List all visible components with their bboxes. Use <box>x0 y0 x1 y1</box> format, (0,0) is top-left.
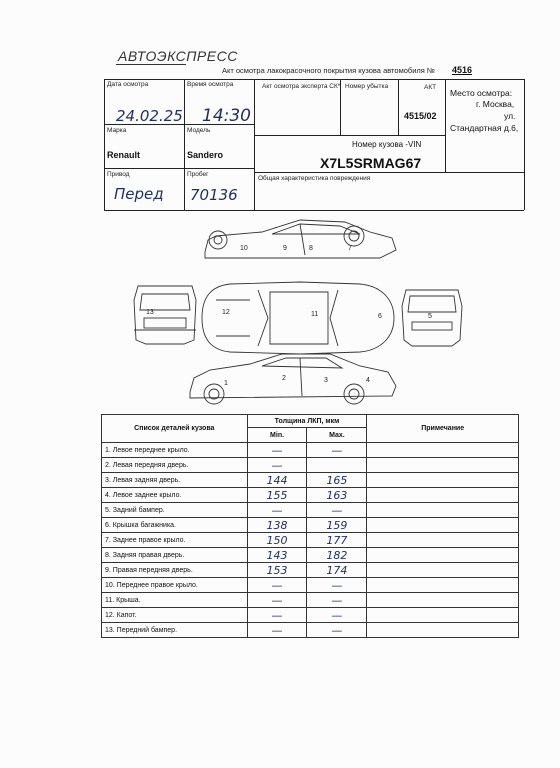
note-cell <box>367 503 519 518</box>
min-thickness-cell: 144 <box>247 473 307 488</box>
min-thickness-cell: — <box>247 443 307 458</box>
min-thickness-cell: — <box>247 578 307 593</box>
part-name-cell: 7. Заднее правое крыло. <box>102 533 248 548</box>
place-line-3: Стандартная д.6, <box>450 123 519 133</box>
grid-line <box>104 210 524 211</box>
note-cell <box>367 473 519 488</box>
table-row <box>102 623 519 638</box>
diagram-number: 7 <box>348 245 352 252</box>
col-min-header: Min. <box>247 428 307 443</box>
brand-label: Марка <box>107 127 127 134</box>
grid-line <box>104 79 524 80</box>
diagram-number: 5 <box>428 313 432 320</box>
part-name-cell: 1. Левое переднее крыло. <box>102 443 248 458</box>
place-label: Место осмотра: <box>450 88 513 98</box>
diagram-number: 10 <box>240 245 248 252</box>
max-thickness-cell: 174 <box>307 563 367 578</box>
col-parts-header: Список деталей кузова <box>102 415 248 443</box>
grid-line <box>104 79 105 210</box>
max-thickness-cell: 177 <box>307 533 367 548</box>
table-row <box>102 563 519 578</box>
diagram-number: 8 <box>309 245 313 252</box>
car-body-diagram <box>128 214 468 410</box>
part-name-cell: 6. Крышка багажника. <box>102 518 248 533</box>
vin-value: X7L5SRMAG67 <box>320 155 422 171</box>
part-name-cell: 4. Левое заднее крыло. <box>102 488 248 503</box>
diagram-number: 6 <box>378 313 382 320</box>
parts-thickness-table <box>101 414 519 638</box>
note-cell <box>367 548 519 563</box>
place-line-2: ул. <box>504 111 516 121</box>
car-rear-view <box>402 290 462 346</box>
grid-line <box>104 168 254 169</box>
min-thickness-cell: — <box>247 503 307 518</box>
max-thickness-cell: 182 <box>307 548 367 563</box>
max-thickness-cell <box>307 458 367 473</box>
mileage-value: 70136 <box>190 186 238 204</box>
diagram-number: 12 <box>222 309 230 316</box>
note-cell <box>367 608 519 623</box>
note-cell <box>367 458 519 473</box>
max-thickness-cell: — <box>307 443 367 458</box>
part-name-cell: 3. Левая задняя дверь. <box>102 473 248 488</box>
loss-number-label: Номер убытка <box>345 83 389 90</box>
grid-line <box>254 172 524 173</box>
note-cell <box>367 443 519 458</box>
min-thickness-cell: — <box>247 623 307 638</box>
table-row <box>102 533 519 548</box>
table-row <box>102 488 519 503</box>
table-row <box>102 548 519 563</box>
part-name-cell: 9. Правая передняя дверь. <box>102 563 248 578</box>
damage-label: Общая характеристика повреждения <box>258 175 371 182</box>
table-row <box>102 608 519 623</box>
table-row <box>102 503 519 518</box>
grid-line <box>445 79 446 172</box>
note-cell <box>367 533 519 548</box>
logo-underline <box>116 64 186 65</box>
max-thickness-cell: 165 <box>307 473 367 488</box>
min-thickness-cell: 138 <box>247 518 307 533</box>
expert-act-label: Акт осмотра эксперта СК* <box>262 83 341 90</box>
diagram-number: 4 <box>366 377 370 384</box>
act-label: АКТ <box>424 84 437 91</box>
document-number: 4516 <box>452 65 473 75</box>
grid-line <box>398 79 399 135</box>
table-row <box>102 578 519 593</box>
max-thickness-cell: 163 <box>307 488 367 503</box>
max-thickness-cell: — <box>307 503 367 518</box>
min-thickness-cell: — <box>247 608 307 623</box>
diagram-number: 11 <box>311 311 319 318</box>
place-line-1: г. Москва, <box>476 99 515 109</box>
min-thickness-cell: — <box>247 458 307 473</box>
part-name-cell: 2. Левая передняя дверь. <box>102 458 248 473</box>
part-name-cell: 8. Задняя правая дверь. <box>102 548 248 563</box>
grid-line <box>254 135 445 136</box>
note-cell <box>367 593 519 608</box>
min-thickness-cell: 143 <box>247 548 307 563</box>
min-thickness-cell: — <box>247 593 307 608</box>
brand-value: Renault <box>107 150 141 160</box>
company-logo: АВТОЭКСПРЕСС <box>118 48 238 64</box>
diagram-number: 13 <box>146 309 154 316</box>
grid-line <box>184 79 185 210</box>
table-row <box>102 593 519 608</box>
mileage-label: Пробег <box>187 171 209 178</box>
note-cell <box>367 578 519 593</box>
part-name-cell: 12. Капот. <box>102 608 248 623</box>
diagram-number: 2 <box>282 375 286 382</box>
table-row <box>102 518 519 533</box>
min-thickness-cell: 150 <box>247 533 307 548</box>
col-thickness-header: Толщина ЛКП, мкм <box>247 415 367 428</box>
table-row <box>102 458 519 473</box>
drive-label: Привод <box>107 171 130 178</box>
min-thickness-cell: 153 <box>247 563 307 578</box>
inspection-date-label: Дата осмотра <box>107 81 149 88</box>
max-thickness-cell: 159 <box>307 518 367 533</box>
note-cell <box>367 488 519 503</box>
inspection-time-label: Время осмотра <box>187 81 234 88</box>
max-thickness-cell: — <box>307 623 367 638</box>
part-name-cell: 5. Задний бампер. <box>102 503 248 518</box>
inspection-date-value: 24.02.25 <box>116 107 183 125</box>
diagram-number: 1 <box>224 380 228 387</box>
col-note-header: Примечание <box>367 415 519 443</box>
table-row <box>102 473 519 488</box>
act-value: 4515/02 <box>404 111 437 121</box>
diagram-number: 3 <box>324 377 328 384</box>
max-thickness-cell: — <box>307 593 367 608</box>
car-front-view <box>134 286 196 344</box>
car-top-view <box>202 282 394 354</box>
part-name-cell: 13. Передний бампер. <box>102 623 248 638</box>
grid-line <box>524 79 525 210</box>
model-value: Sandero <box>187 150 224 160</box>
part-name-cell: 11. Крыша. <box>102 593 248 608</box>
model-label: Модель <box>187 127 211 134</box>
note-cell <box>367 563 519 578</box>
car-right-side-view <box>205 220 396 258</box>
note-cell <box>367 518 519 533</box>
note-cell <box>367 623 519 638</box>
part-name-cell: 10. Переднее правое крыло. <box>102 578 248 593</box>
grid-line <box>254 79 255 210</box>
inspection-time-value: 14:30 <box>202 106 251 126</box>
vin-label: Номер кузова -VIN <box>352 140 422 149</box>
col-max-header: Max. <box>307 428 367 443</box>
table-row <box>102 443 519 458</box>
max-thickness-cell: — <box>307 608 367 623</box>
max-thickness-cell: — <box>307 578 367 593</box>
document-title: Акт осмотра лакокрасочного покрытия кузова автомобиля № <box>222 66 435 75</box>
min-thickness-cell: 155 <box>247 488 307 503</box>
drive-value: Перед <box>114 185 164 203</box>
diagram-number: 9 <box>283 245 287 252</box>
